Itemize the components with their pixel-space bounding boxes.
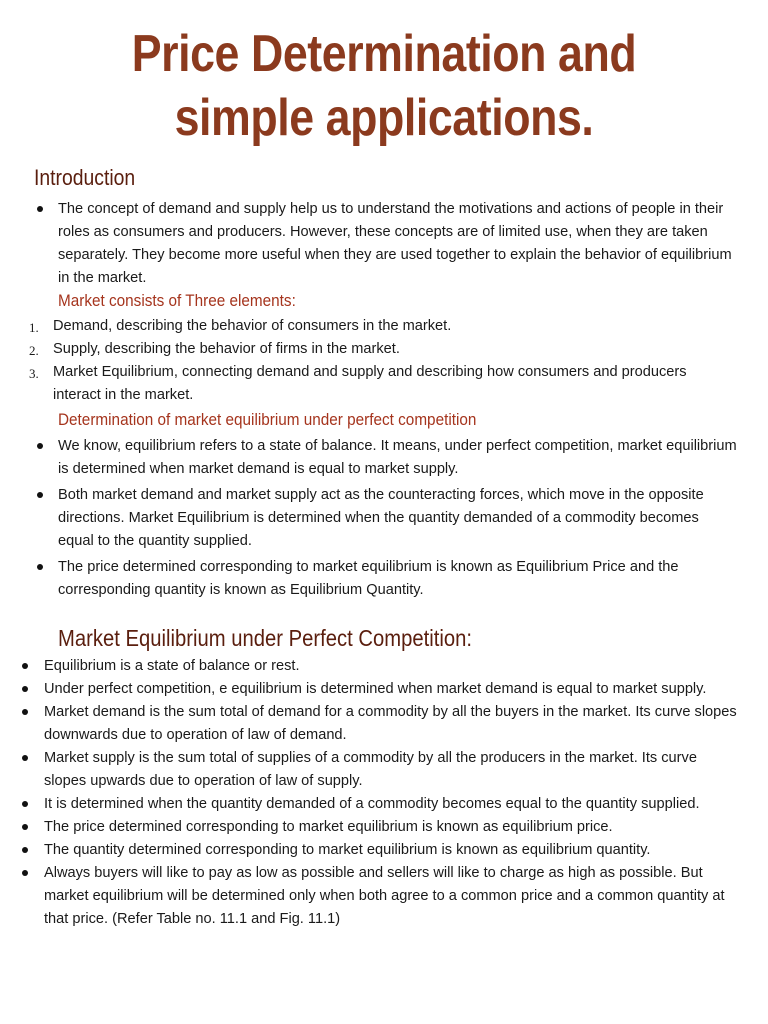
page-title <box>54 22 714 150</box>
list-item <box>29 361 738 407</box>
determination-list <box>58 435 738 602</box>
item-number: 3. <box>29 366 39 381</box>
item-text: The price determined corresponding to market equilibrium is known as equilibrium price. <box>44 819 613 835</box>
title-line-1: Price Determination and <box>131 25 637 83</box>
list-item <box>44 747 738 793</box>
item-text: The quantity determined corresponding to market equilibrium is known as equilibrium quantity. <box>44 842 651 858</box>
item-text: Demand, describing the behavior of consumers in the market. <box>53 318 452 334</box>
list-item <box>44 655 738 678</box>
bullet-icon <box>22 663 28 669</box>
introduction-list <box>58 198 738 290</box>
item-text: The price determined corresponding to market equilibrium is known as Equilibrium Price and the corresponding quantity is known as Equilibrium Quantity. <box>58 559 679 598</box>
bullet-icon <box>37 206 43 212</box>
list-item <box>44 793 738 816</box>
bullet-icon <box>22 824 28 830</box>
bullet-icon <box>37 443 43 449</box>
item-text: Always buyers will like to pay as low as possible and sellers will like to charge as high as possible. But market equilibrium will be determined only when both agree to a common price and a common quantity at that price. (Refer Table no. 11.1 and Fig. 11.1) <box>44 865 725 927</box>
item-text: Market Equilibrium, connecting demand and supply and describing how consumers and producers interact in the market. <box>53 364 687 403</box>
bullet-icon <box>22 709 28 715</box>
section-heading: Market Equilibrium under Perfect Competition: <box>58 625 472 651</box>
list-item <box>58 435 738 481</box>
item-number: 1. <box>29 320 39 335</box>
bullet-icon <box>37 564 43 570</box>
item-text: Both market demand and market supply act as the counteracting forces, which move in the opposite directions. Market Equilibrium is determined when the quantity demanded of a commodity becomes equal to the quantity supplied. <box>58 487 704 549</box>
list-item <box>58 484 738 553</box>
list-item <box>29 315 738 338</box>
bullet-icon <box>22 755 28 761</box>
bullet-icon <box>22 847 28 853</box>
introduction-paragraph: The concept of demand and supply help us to understand the motivations and actions of people in their roles as consumers and producers. However, these concepts are of limited use, when they are taken separately. They become more useful when they are used together to explain the behavior of equilibrium in the market. <box>58 201 732 286</box>
list-item <box>44 701 738 747</box>
item-text: Equilibrium is a state of balance or rest. <box>44 658 300 674</box>
list-item <box>44 862 738 931</box>
list-item <box>44 678 738 701</box>
bullet-icon <box>37 492 43 498</box>
list-item <box>44 839 738 862</box>
item-text: Market supply is the sum total of supplies of a commodity by all the producers in the market. Its curve slopes upwards due to operation of law of supply. <box>44 750 697 789</box>
item-text: Market demand is the sum total of demand for a commodity by all the buyers in the market. Its curve slopes downwards due to operation of law of demand. <box>44 704 737 743</box>
bullet-icon <box>22 870 28 876</box>
item-text: We know, equilibrium refers to a state of balance. It means, under perfect competition, market equilibrium is determined when market demand is equal to market supply. <box>58 438 737 477</box>
list-item <box>58 556 738 602</box>
list-item <box>58 198 738 290</box>
title-line-2: simple applications. <box>174 89 594 147</box>
bullet-icon <box>22 686 28 692</box>
item-text: Supply, describing the behavior of firms in the market. <box>53 341 400 357</box>
list-item <box>44 816 738 839</box>
list-item <box>29 338 738 361</box>
determination-heading: Determination of market equilibrium under perfect competition <box>58 410 477 429</box>
item-text: It is determined when the quantity demanded of a commodity becomes equal to the quantity supplied. <box>44 796 700 812</box>
perfect-competition-list <box>44 655 738 931</box>
elements-list <box>29 315 738 407</box>
bullet-icon <box>22 801 28 807</box>
item-text: Under perfect competition, e equilibrium is determined when market demand is equal to market supply. <box>44 681 707 697</box>
elements-heading: Market consists of Three elements: <box>58 291 296 310</box>
introduction-heading: Introduction <box>34 165 136 190</box>
item-number: 2. <box>29 343 39 358</box>
